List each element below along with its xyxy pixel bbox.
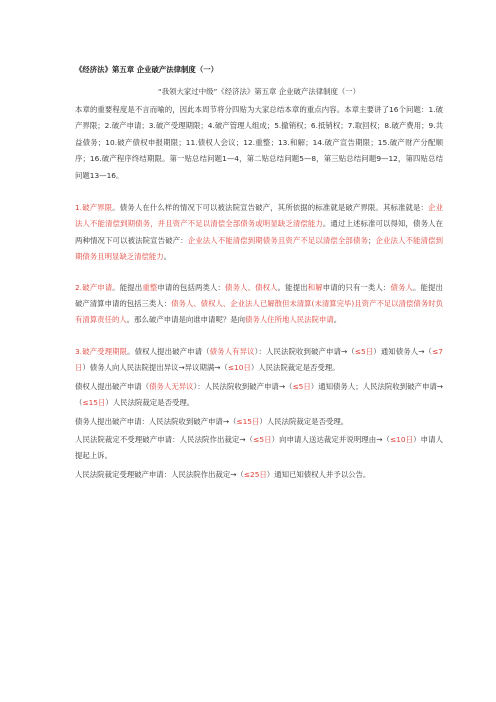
section-heading: 2.破产申请 <box>75 282 113 292</box>
section-acceptance-period: 3.破产受理期限。债权人提出破产申请（债务人有异议）：人民法院收到破产申请→（≤5日）通知债务人→（≤7日）债务人向人民法院提出异议→异议期满→（≤10日）人民法院裁定是否受理。 <box>75 346 443 373</box>
section-bankruptcy-application: 2.破产申请。能提出重整申请的包括两类人：债务人、债权人。能提出和解申请的只有一类人：债务人。能提出破产清算申请的包括三类人：债务人、债权人、企业法人已解散但未清算(未清算完毕)且资产不足以清偿债务时负有清算责任的人。那么破产申请是向谁申请呢？是向债务人住所地人民法院申请。 <box>75 282 443 325</box>
document-title: 《经济法》第五章 企业破产法律制度（一） <box>75 65 218 74</box>
document-body <box>75 64 443 483</box>
section-heading: 3.破产受理期限 <box>75 346 128 356</box>
paragraph-debtor-application: 债务人提出破产申请：人民法院收到破产申请→（≤15日）人民法院裁定是否受理。 <box>75 416 349 426</box>
paragraph-no-objection: 债权人提出破产申请（债务人无异议）：人民法院收到破产申请→（≤5日）通知债务人；人民法院收到破产申请→（≤15日）人民法院裁定是否受理。 <box>75 381 443 408</box>
document-subtitle: “我领大家过中级”《经济法》第五章 企业破产法律制度（一） <box>157 87 361 96</box>
paragraph-not-accepted: 人民法院裁定不受理破产申请：人民法院作出裁定→（≤5日）向申请人送达裁定并说明理由→（≤10日）申请人提起上诉。 <box>75 434 443 461</box>
section-heading: 1.破产界限 <box>75 203 113 213</box>
paragraph-accepted: 人民法院裁定受理破产申请：人民法院作出裁定→（≤25日）通知已知债权人并予以公告。 <box>75 469 371 479</box>
intro-paragraph: 本章的重要程度是不言而喻的，因此本周节将分四贴为大家总结本章的重点内容。本章主要讲了16个问题：1.破产界限；2.破产申请；3.破产受理期限；4.破产管理人组成；5.撤销权；6.抵销权；7.取回权；8.破产费用；9.共益债务；10.破产债权申报期限；11.债权人会议；12.重整；13.和解；14.破产宣告期限；15.破产财产分配顺序；16.破产程序终结期限。第一贴总结问题1—4，第二贴总结问题5—8，第三贴总结问题9—12，第四贴总结问题13—16。 <box>75 105 443 180</box>
section-bankruptcy-threshold: 1.破产界限。债务人在什么样的情况下可以被法院宣告破产，其所依据的标准就是破产界限。其标准就是：企业法人不能清偿到期债务，并且资产不足以清偿全部债务或明显缺乏清偿能力。通过上述标准可以得知，债务人在两种情况下可以被法院宣告破产：企业法人不能清偿到期债务且资产不足以清偿全部债务；企业法人不能清偿到期债务且明显缺乏清偿能力。 <box>75 203 443 262</box>
